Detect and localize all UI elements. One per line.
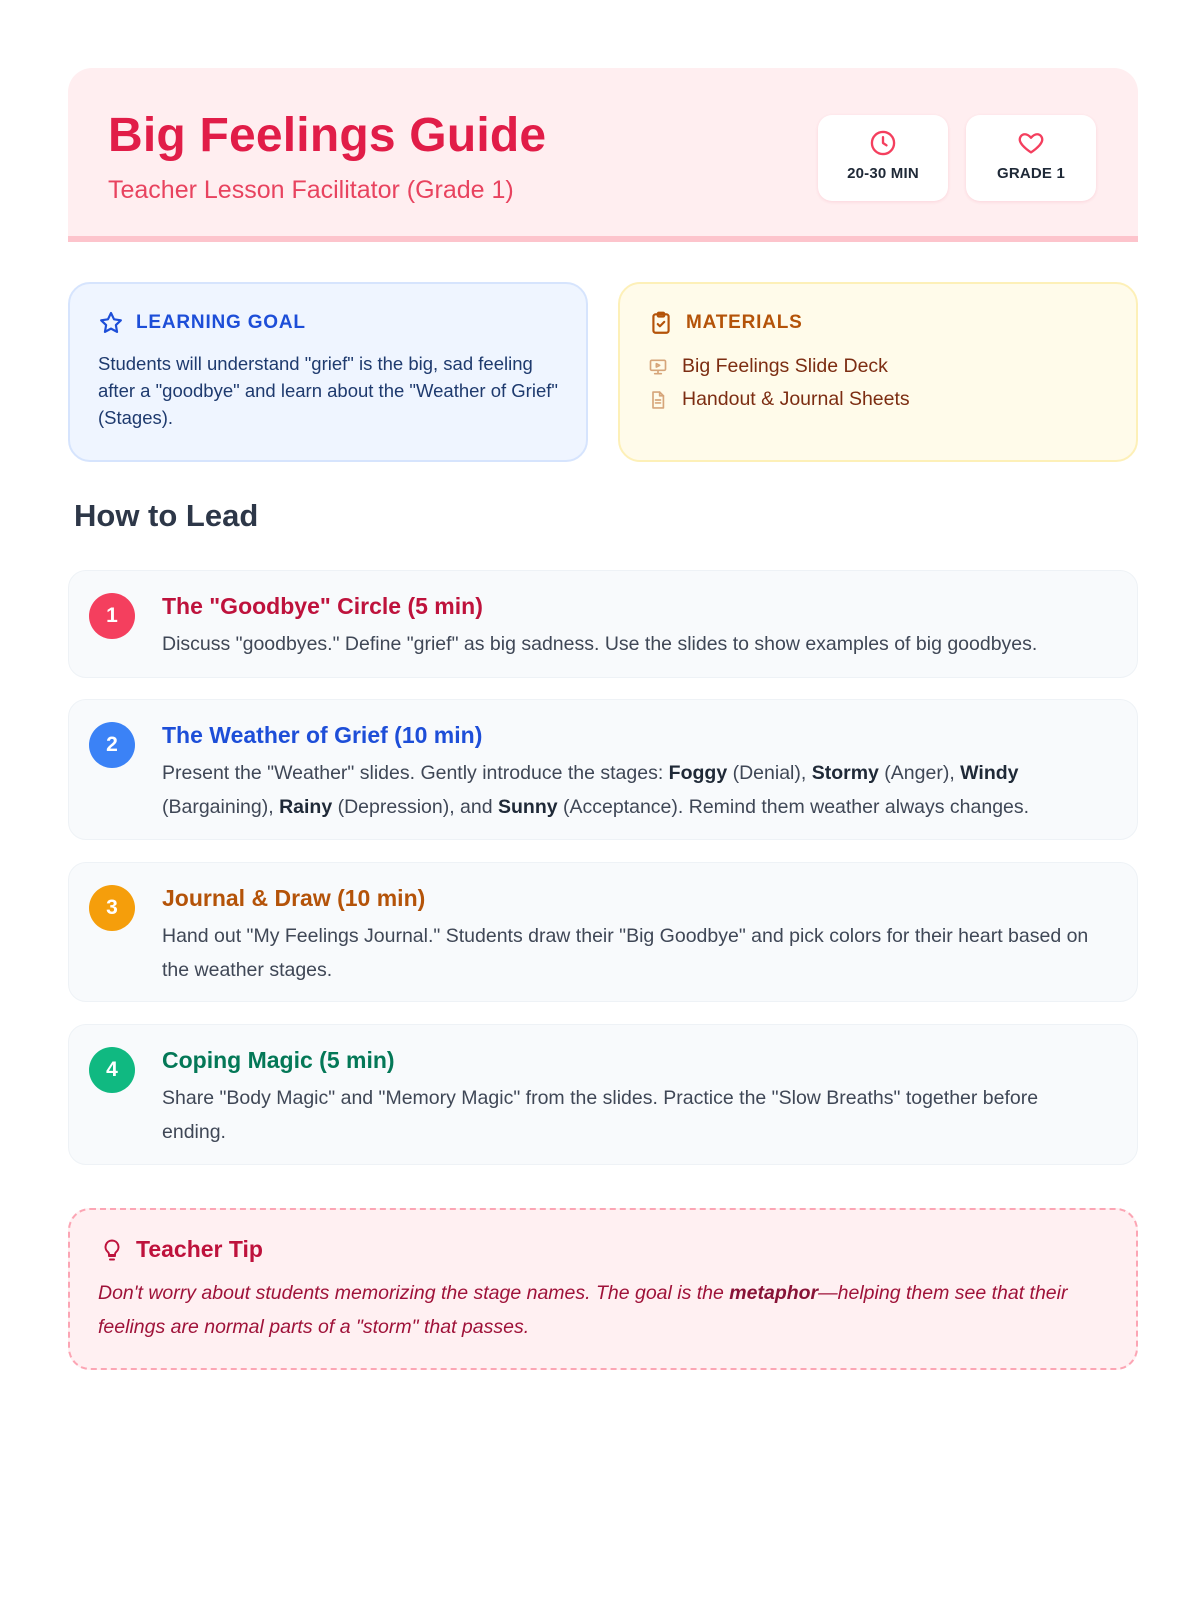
step-title: The "Goodbye" Circle (5 min) — [162, 593, 483, 619]
text-run: (Depression), and — [332, 796, 498, 818]
text-run: (Anger), — [878, 762, 961, 784]
stage-name: Rainy — [279, 796, 333, 818]
text-run: Present the "Weather" slides. Gently introduce the stages: — [162, 762, 669, 784]
grade-label: GRADE 1 — [996, 165, 1066, 182]
step-description — [162, 756, 1107, 824]
lightbulb-icon — [100, 1238, 124, 1262]
materials-heading: MATERIALS — [686, 312, 803, 333]
materials-heading-row — [648, 310, 1108, 336]
text-run: (Denial), — [727, 762, 812, 784]
material-label: Big Feelings Slide Deck — [682, 355, 888, 377]
stage-name: Foggy — [668, 762, 728, 784]
section-title: How to Lead — [74, 498, 259, 533]
step-card — [68, 699, 1138, 840]
tip-heading-row — [100, 1236, 263, 1263]
materials-card — [618, 282, 1138, 462]
learning-goal-card — [68, 282, 588, 462]
page-title: Big Feelings Guide — [108, 109, 547, 162]
text-run: Don't worry about students memorizing the stage names. The goal is the — [98, 1282, 730, 1304]
step-number: 4 — [89, 1047, 135, 1093]
stage-name: Stormy — [811, 762, 879, 784]
materials-list — [648, 350, 1108, 416]
learning-goal-heading: LEARNING GOAL — [136, 312, 306, 333]
text-run: (Acceptance). Remind them weather always changes. — [557, 796, 1030, 818]
step-card — [68, 570, 1138, 678]
star-icon — [98, 310, 124, 336]
text-run: (Bargaining), — [162, 796, 280, 818]
text-run: —helping them see that their feelings are normal parts of a "storm" that passes. — [98, 1282, 1068, 1338]
step-number: 3 — [89, 885, 135, 931]
list-item — [648, 350, 1108, 383]
step-card — [68, 1024, 1138, 1165]
learning-goal-text: Students will understand "grief" is the big, sad feeling after a "goodbye" and learn about the "Weather of Grief" (Stages). — [98, 353, 558, 428]
lesson-guide — [68, 68, 1138, 1338]
document-icon — [648, 390, 668, 410]
step-title: The Weather of Grief (10 min) — [162, 722, 483, 748]
step-title: Journal & Draw (10 min) — [162, 885, 426, 911]
clock-icon — [869, 129, 897, 157]
step-number: 2 — [89, 722, 135, 768]
step-description: Hand out "My Feelings Journal." Students draw their "Big Goodbye" and pick colors for their heart based on the weather stages. — [162, 925, 1089, 981]
emphasis: metaphor — [729, 1282, 819, 1304]
duration-label: 20-30 MIN — [847, 165, 919, 182]
material-label: Handout & Journal Sheets — [682, 388, 910, 410]
learning-goal-heading-row — [98, 310, 558, 336]
clipboard-check-icon — [648, 310, 674, 336]
step-title: Coping Magic (5 min) — [162, 1047, 395, 1073]
step-description: Discuss "goodbyes." Define "grief" as big sadness. Use the slides to show examples of big goodbyes. — [162, 633, 1038, 655]
page-subtitle: Teacher Lesson Facilitator (Grade 1) — [108, 176, 514, 204]
step-description: Share "Body Magic" and "Memory Magic" from the slides. Practice the "Slow Breaths" together before ending. — [162, 1087, 1039, 1143]
grade-badge — [966, 115, 1096, 201]
tip-heading: Teacher Tip — [136, 1236, 263, 1262]
stage-name: Windy — [960, 762, 1019, 784]
list-item — [648, 383, 1108, 416]
header — [68, 68, 1138, 242]
step-number: 1 — [89, 593, 135, 639]
duration-badge — [818, 115, 948, 201]
teacher-tip-card — [68, 1208, 1138, 1370]
tip-text — [98, 1276, 1096, 1344]
step-card — [68, 862, 1138, 1002]
presentation-icon — [648, 357, 668, 377]
stage-name: Sunny — [498, 796, 558, 818]
heart-icon — [1017, 129, 1045, 157]
